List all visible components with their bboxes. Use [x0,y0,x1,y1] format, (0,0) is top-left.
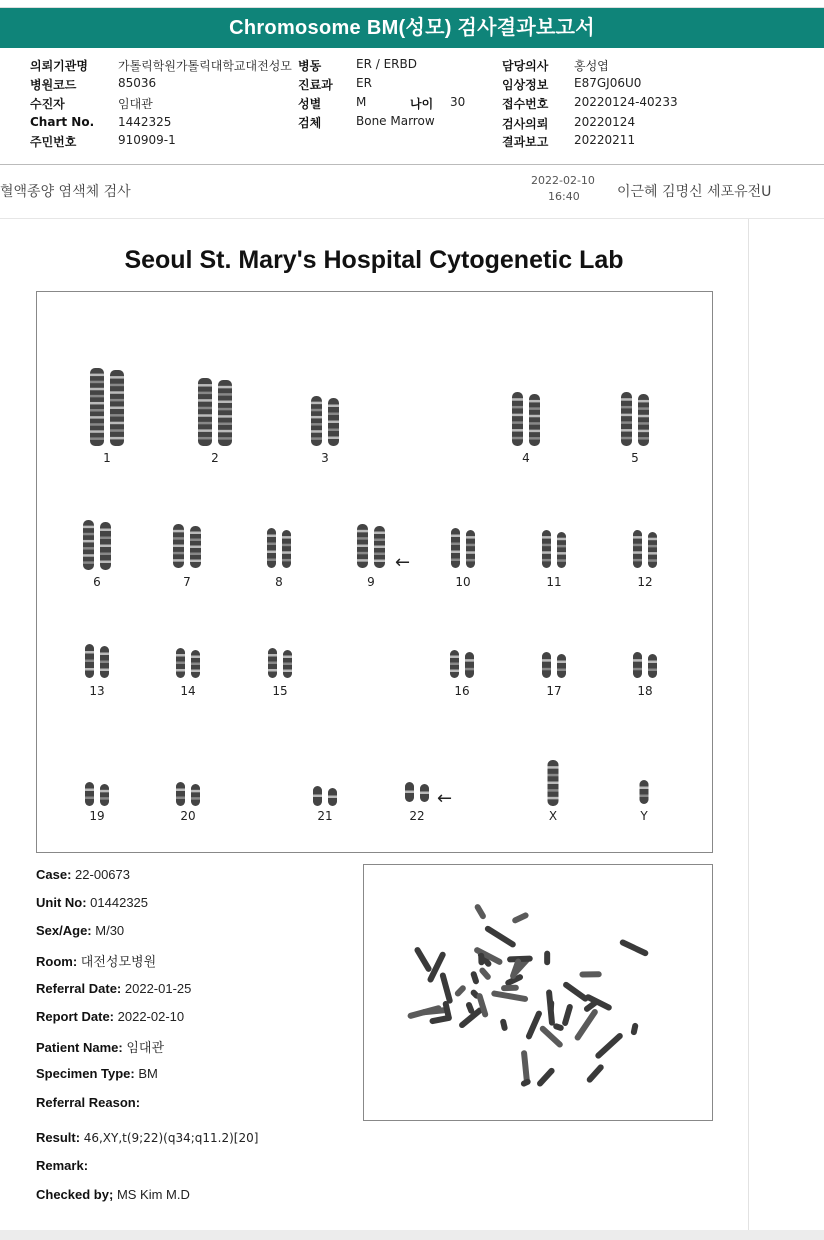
chromosome-label-Y: Y [640,809,648,823]
result-label: Result: [36,1130,81,1145]
chromosome-label-7: 7 [183,575,191,589]
chromosome-label-4: 4 [522,451,530,465]
sexage-line [36,923,124,938]
spread-chromosome [478,953,484,966]
recipient-label: 수진자 [30,97,65,111]
receipt-value: 20220124-40233 [574,95,678,109]
spread-chromosome [478,966,492,981]
specimen-value: Bone Marrow [356,114,435,128]
chromosome-label-5: 5 [631,451,639,465]
result-value: 46,XY,t(9;22)(q34;q11.2)[20] [83,1131,259,1145]
report-date-label: Report Date: [36,1009,115,1024]
staff-names: 이근혜 김명신 세포유전U [617,184,772,200]
chromosome-label-12: 12 [637,575,653,589]
chromosome-label-21: 21 [317,809,333,823]
doctor-label: 담당의사 [502,59,549,73]
spread-chromosome [491,990,529,1002]
ward-label: 병동 [298,59,322,73]
chromosome-pair-4 [512,392,540,446]
checked-line [36,1187,190,1202]
hospital-code-label: 병원코드 [30,78,77,92]
chromosome-pair-6 [83,520,111,570]
remark-line [36,1158,88,1173]
chromosome-label-14: 14 [180,684,196,698]
spread-chromosome [470,970,480,985]
metaphase-spread-image [363,864,713,1121]
chromosome-pair-17 [542,652,566,678]
report-date-value: 2022-02-10 [117,1009,185,1024]
result-line [36,1130,258,1145]
chromosome-pair-5 [621,392,649,446]
chromosome-pair-2 [198,378,232,446]
chromosome-pair-18 [633,652,657,678]
clinical-value: E87GJ06U0 [574,76,642,90]
chromosome-pair-20 [176,782,200,806]
chromosome-label-9: 9 [367,575,375,589]
chromosome-pair-16 [450,650,474,678]
patient-name-value: 임대관 [126,1040,165,1055]
chromosome-label-16: 16 [454,684,470,698]
report-time: 16:40 [548,190,580,203]
chart-label: Chart No. [30,115,95,129]
top-border [0,0,824,8]
patient-name-line [36,1037,164,1056]
karyogram-image [37,292,712,852]
spread-chromosome [501,985,519,992]
ward-value: ER / ERBD [356,57,417,71]
receipt-label: 접수번호 [502,97,549,111]
chromosome-pair-10 [451,528,475,568]
institution-value: 가톨릭학원가톨릭대학교대전성모 [118,59,292,73]
case-line [36,867,130,882]
karyogram [36,291,713,853]
spread-chromosome [548,1000,555,1013]
page-title: Chromosome BM(성모) 검사결과보고서 [0,8,824,48]
spread-chromosome [619,938,650,957]
test-subheader [0,165,824,219]
id-label: 주민번호 [30,135,77,149]
institution-label: 의뢰기관명 [30,59,88,73]
spread-chromosome [511,911,529,924]
case-label: Case: [36,867,72,882]
chromosome-pair-13 [85,644,109,678]
referral-date-label: Referral Date: [36,981,122,996]
chromosome-pair-12 [633,530,657,568]
report-date-line [36,1009,184,1024]
chromosome-label-2: 2 [211,451,219,465]
report-label: 결과보고 [502,135,549,149]
spread-chromosome [454,984,467,998]
unit-line [36,895,148,910]
spread-chromosome [561,1003,573,1026]
chromosome-pair-7 [173,524,201,568]
dept-label: 진료과 [298,78,333,92]
spread-chromosome [594,1032,624,1060]
spread-chromosome [525,1010,543,1041]
chart-value: 1442325 [118,115,172,129]
chromosome-label-3: 3 [321,451,329,465]
page-bottom-gap [0,1230,824,1240]
chromosome-label-20: 20 [180,809,196,823]
age-label: 나이 [410,97,434,111]
chromosome-pair-14 [176,648,200,678]
case-value: 22-00673 [75,867,130,882]
id-value: 910909-1 [118,133,176,147]
spread-chromosome [484,925,517,949]
room-line [36,951,156,970]
spread-chromosome [573,1008,599,1042]
unit-value: 01442325 [90,895,149,910]
spread-chromosome [630,1022,638,1035]
chromosome-label-X: X [548,809,558,823]
spread-chromosome [585,1063,604,1084]
test-name: 혈액종양 염색체 검사 [0,184,131,200]
recipient-value: 임대관 [118,97,153,111]
metaphase-spread [364,865,712,1120]
chromosome-label-1: 1 [103,451,111,465]
chromosome-label-19: 19 [89,809,105,823]
specimen-label: 검체 [298,116,322,130]
report-value: 20220211 [574,133,636,147]
chromosome-label-17: 17 [546,684,562,698]
chromosome-pair-Y [640,780,649,804]
chromosome-pair-19 [85,782,109,806]
request-value: 20220124 [574,115,636,129]
chromosome-pair-8 [267,528,291,568]
specimen-type-label: Specimen Type: [36,1066,135,1081]
chromosome-pair-3 [311,396,339,446]
sex-value: M [356,95,367,109]
referral-reason-line [36,1095,140,1110]
checked-label: Checked by; [36,1187,114,1202]
doctor-value: 홍성엽 [574,59,609,73]
spread-chromosome [562,981,590,1003]
request-label: 검사의뢰 [502,117,549,131]
sexage-value: M/30 [95,923,125,938]
specimen-type-line [36,1066,158,1081]
chromosome-label-22: 22 [409,809,425,823]
referral-date-line [36,981,191,996]
chromosome-pair-21 [313,786,337,806]
lab-title: Seoul St. Mary's Hospital Cytogenetic Lab [124,246,624,274]
arrow-chromosome-22: ← [437,788,453,809]
patient-info-panel [0,48,824,165]
spread-chromosome [579,971,601,977]
chromosome-label-6: 6 [93,575,101,589]
sexage-label: Sex/Age: [36,923,92,938]
chromosome-label-15: 15 [272,684,288,698]
dept-value: ER [356,76,372,90]
sex-label: 성별 [298,97,322,111]
spread-chromosome [544,951,550,966]
room-value: 대전성모병원 [80,954,157,969]
unit-label: Unit No: [36,895,87,910]
spread-chromosome [536,1067,556,1088]
arrow-chromosome-9: ← [395,552,411,573]
chromosome-pair-11 [542,530,566,568]
chromosome-pair-22 [405,782,429,802]
spread-chromosome [500,1018,509,1031]
chromosome-label-13: 13 [89,684,105,698]
hospital-code-value: 85036 [118,76,157,90]
patient-name-label: Patient Name: [36,1040,123,1055]
checked-value: MS Kim M.D [116,1187,190,1202]
age-value: 30 [450,95,466,109]
spread-chromosome [474,903,488,920]
remark-label: Remark: [36,1158,89,1173]
specimen-type-value: BM [138,1066,158,1081]
clinical-label: 임상정보 [502,78,549,92]
spread-chromosome [413,946,432,973]
chromosome-pair-9 [357,524,385,568]
chromosome-label-8: 8 [275,575,283,589]
room-label: Room: [36,954,78,969]
referral-date-value: 2022-01-25 [124,981,192,996]
chromosome-label-18: 18 [637,684,653,698]
report-date: 2022-02-10 [531,174,595,187]
chromosome-pair-15 [268,648,292,678]
chromosome-pair-1 [90,368,124,446]
referral-reason-label: Referral Reason: [36,1095,141,1110]
chromosome-label-11: 11 [546,575,562,589]
spread-chromosome [439,972,453,1004]
chromosome-pair-X [548,760,559,806]
chromosome-label-10: 10 [455,575,471,589]
